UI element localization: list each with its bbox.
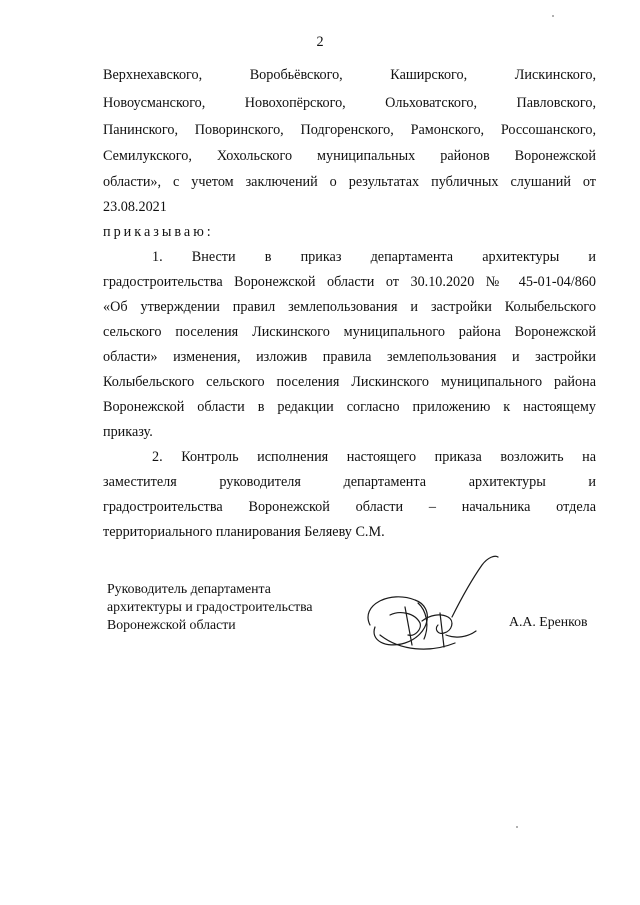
scan-speck [552, 15, 554, 17]
order-heading: приказываю: [103, 224, 214, 240]
item-line: 1. Внести в приказ департамента архитектуры и [152, 249, 596, 265]
signatory-title-line: архитектуры и градостроительства [107, 599, 313, 614]
item-line: заместителя руководителя департамента архитектуры и [103, 474, 596, 490]
item-line: сельского поселения Лискинского муниципального района Воронежской [103, 324, 596, 340]
paragraph-line: Панинского, Поворинского, Подгоренского, Рамонского, Россошанского, [103, 122, 596, 138]
page-number: 2 [316, 34, 324, 50]
signatory-title [107, 580, 313, 634]
signatory-name: А.А. Еренков [509, 614, 588, 629]
signatory-title-line: Воронежской области [107, 617, 236, 632]
item-line: области» изменения, изложив правила землепользования и застройки [103, 349, 596, 365]
item-line: градостроительства Воронежской области от 30.10.2020 № 45-01-04/860 [103, 274, 596, 290]
signatory-title-line: Руководитель департамента [107, 581, 271, 596]
item-line: Колыбельского сельского поселения Лискинского муниципального района [103, 374, 596, 390]
paragraph-line: Новоусманского, Новохопёрского, Ольховатского, Павловского, [103, 95, 596, 111]
item-line: приказу. [103, 424, 153, 440]
paragraph-line: области», с учетом заключений о результатах публичных слушаний от [103, 174, 596, 190]
paragraph-line: Верхнехавского, Воробьёвского, Каширского, Лискинского, [103, 67, 596, 83]
paragraph-line: 23.08.2021 [103, 199, 167, 215]
item-line: 2. Контроль исполнения настоящего приказа возложить на [152, 449, 596, 465]
item-line: Воронежской области в редакции согласно приложению к настоящему [103, 399, 596, 415]
item-line: территориального планирования Беляеву С.М. [103, 524, 385, 540]
paragraph-line: Семилукского, Хохольского муниципальных районов Воронежской [103, 148, 596, 164]
handwritten-signature [360, 555, 500, 665]
item-line: градостроительства Воронежской области – начальника отдела [103, 499, 596, 515]
item-line: «Об утверждении правил землепользования и застройки Колыбельского [103, 299, 596, 315]
scan-speck [516, 826, 518, 828]
